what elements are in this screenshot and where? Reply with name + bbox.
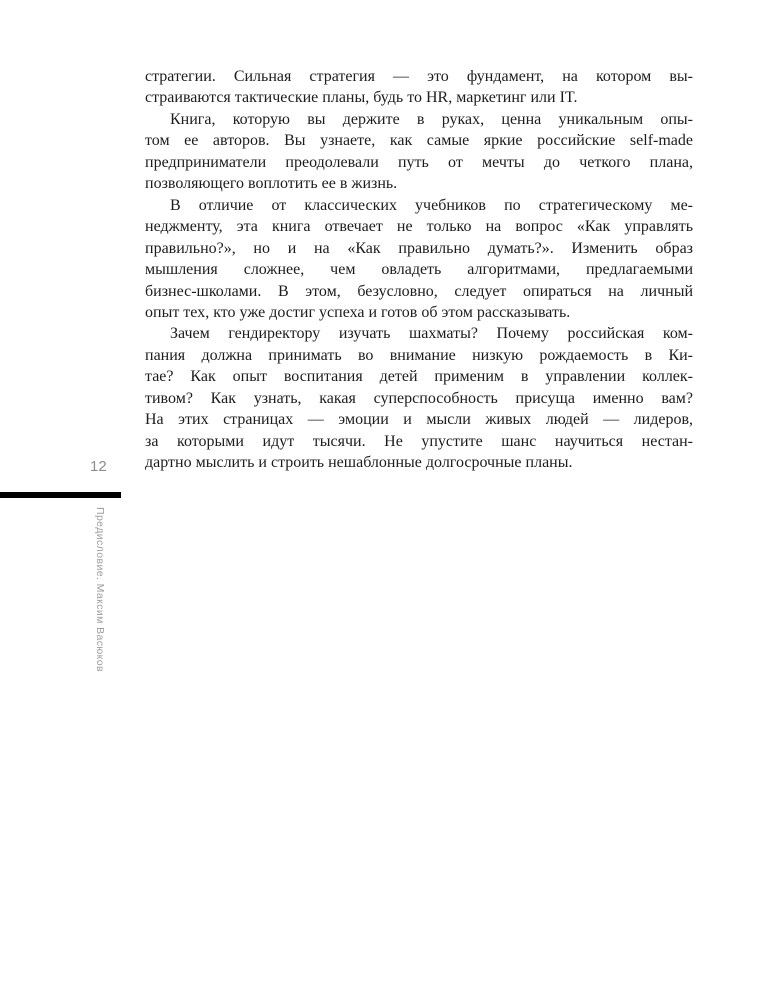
text-line: На этих страницах — эмоции и мысли живых людей — лидеров, <box>145 411 693 429</box>
text-line: правильно?», но и на «Как правильно думать?». Изменить образ <box>145 239 693 257</box>
divider-rule <box>0 492 121 498</box>
text-line: тивом? Как узнать, какая суперспособность присуща именно вам? <box>145 389 693 407</box>
text-line: дартно мыслить и строить нешаблонные долгосрочные планы. <box>145 454 573 472</box>
text-line: стратегии. Сильная стратегия — это фундамент, на котором вы- <box>145 68 693 85</box>
page-number: 12 <box>90 458 107 475</box>
paragraph <box>145 323 693 473</box>
paragraph <box>145 66 693 109</box>
text-line: опыт тех, кто уже достиг успеха и готов об этом рассказывать. <box>145 303 571 321</box>
text-line: Книга, которую вы держите в руках, ценна уникальным опы- <box>170 110 693 128</box>
paragraph <box>145 109 693 195</box>
paragraph <box>145 195 693 324</box>
text-line: предприниматели преодолевали путь от мечты до четкого плана, <box>145 153 693 171</box>
text-line: бизнес-школами. В этом, безусловно, следует опираться на личный <box>145 282 693 300</box>
text-line: В отличие от классических учебников по стратегическому ме- <box>170 196 693 214</box>
text-line: пания должна принимать во внимание низкую рождаемость в Ки- <box>145 346 693 364</box>
side-caption: Предисловие. Максим Васюков <box>94 507 106 673</box>
text-line: позволяющего воплотить ее в жизнь. <box>145 175 398 193</box>
text-line: тае? Как опыт воспитания детей применим в управлении коллек- <box>145 368 693 386</box>
text-line: неджменту, эта книга отвечает не только на вопрос «Как управлять <box>145 218 693 236</box>
text-line: том ее авторов. Вы узнаете, как самые яркие российские self-made <box>145 132 693 150</box>
body-text <box>145 66 693 474</box>
text-line: за которыми идут тысячи. Не упустите шанс научиться нестан- <box>145 432 693 450</box>
text-line: Зачем гендиректору изучать шахматы? Почему российская ком- <box>170 325 693 343</box>
text-line: мышления сложнее, чем овладеть алгоритмами, предлагаемыми <box>145 261 693 279</box>
text-line: страиваются тактические планы, будь то HR, маркетинг или IT. <box>145 89 578 107</box>
